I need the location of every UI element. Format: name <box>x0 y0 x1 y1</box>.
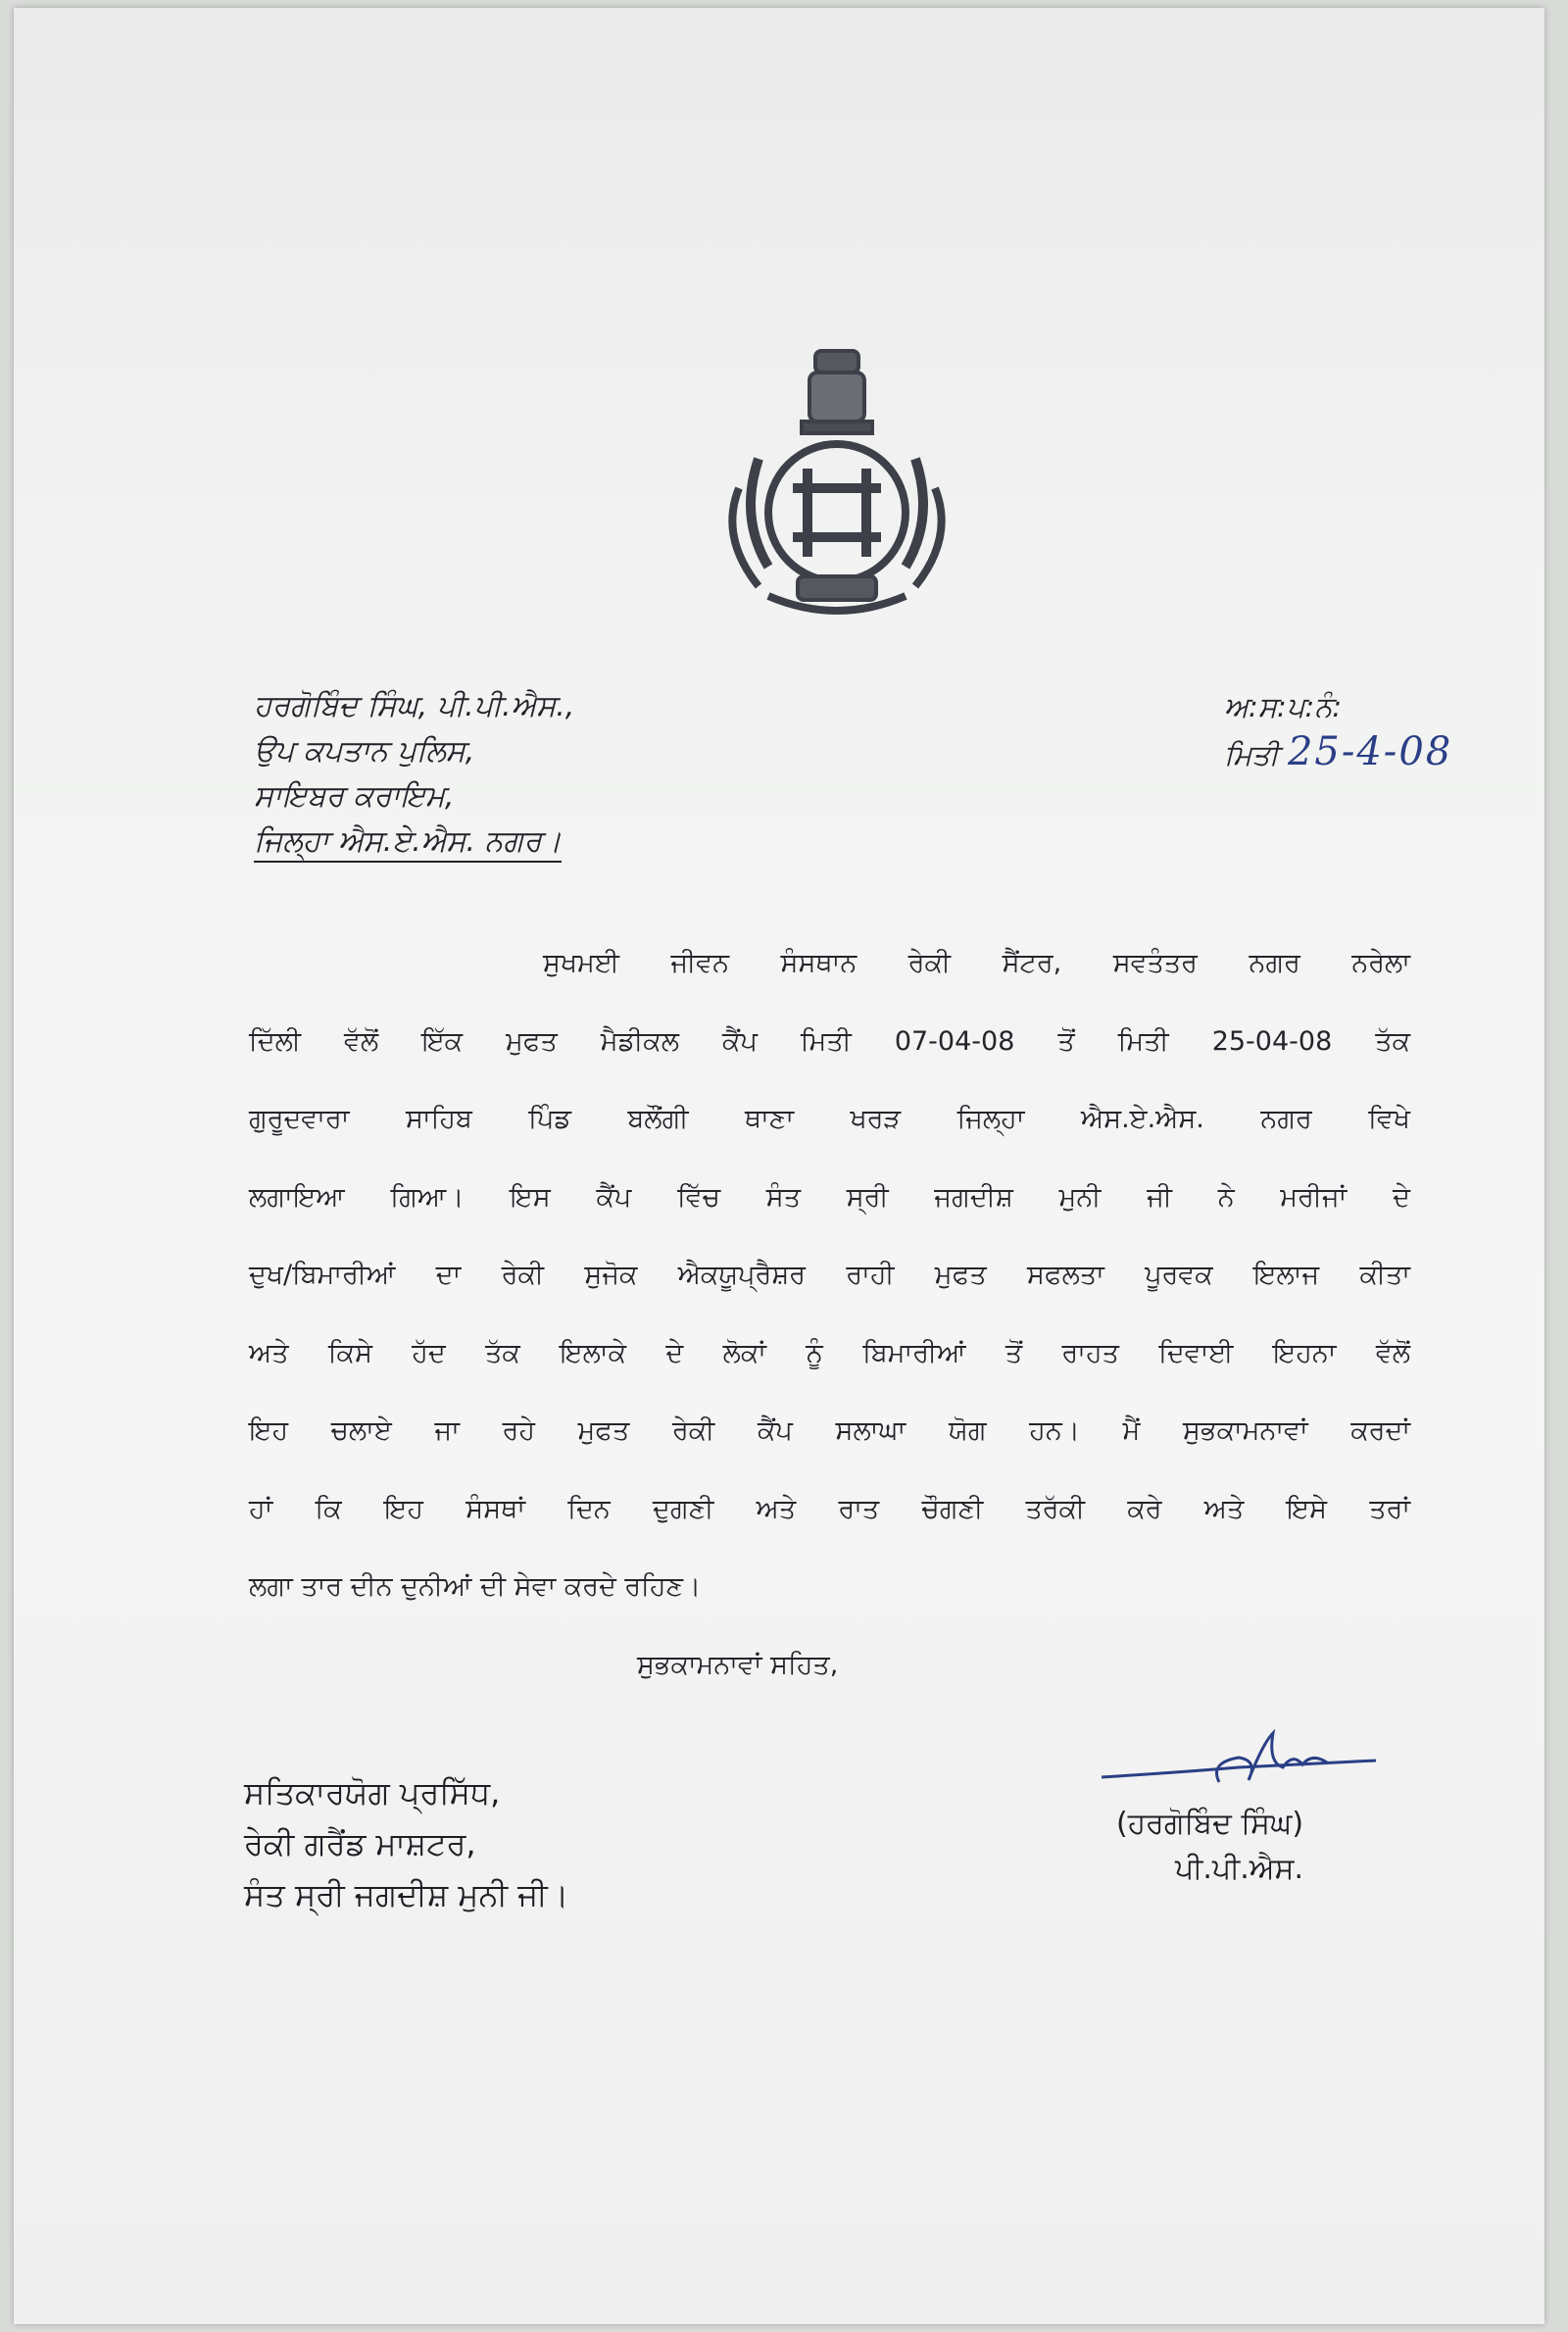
body-line: ਗੁਰੂਦਵਾਰਾ ਸਾਹਿਬ ਪਿੰਡ ਬਲੌਂਗੀ ਥਾਣਾ ਖਰੜ ਜਿਲ੍ਹਾ ਐਸ.ਏ.ਐਸ. ਨਗਰ ਵਿਖੇ <box>249 1104 1410 1134</box>
recipient-block <box>244 1767 568 1920</box>
handwritten-date: 25-4-08 <box>1287 729 1453 774</box>
body-line: ਇਹ ਚਲਾਏ ਜਾ ਰਹੇ ਮੁਫਤ ਰੇਕੀ ਕੈਂਪ ਸਲਾਘਾ ਯੋਗ ਹਨ। ਮੈਂ ਸੁਭਕਾਮਨਾਵਾਂ ਕਰਦਾਂ <box>249 1415 1410 1446</box>
body-line: ਦਿੱਲੀ ਵੱਲੋਂ ਇੱਕ ਮੁਫਤ ਮੈਡੀਕਲ ਕੈਂਪ ਮਿਤੀ 07-04-08 ਤੋਂ ਮਿਤੀ 25-04-08 ਤੱਕ <box>249 1025 1410 1057</box>
body-line: ਸੁਖਮਈ ਜੀਵਨ ਸੰਸਥਾਨ ਰੇਕੀ ਸੈਂਟਰ, ਸਵਤੰਤਰ ਨਗਰ ਨਰੇਲਾ <box>543 948 1410 978</box>
body-line: ਲਗਾ ਤਾਰ ਦੀਨ ਦੁਨੀਆਂ ਦੀ ਸੇਵਾ ਕਰਦੇ ਰਹਿਣ। <box>249 1571 702 1602</box>
signatory-rank: ਪੀ.ਪੀ.ਐਸ. <box>1175 1852 1304 1886</box>
body-line: ਅਤੇ ਕਿਸੇ ਹੱਦ ਤੱਕ ਇਲਾਕੇ ਦੇ ਲੋਕਾਂ ਨੂੰ ਬਿਮਾਰੀਆਂ ਤੋਂ ਰਾਹਤ ਦਿਵਾਈ ਇਹਨਾ ਵੱਲੋਂ <box>249 1337 1410 1368</box>
reference-block <box>1224 684 1452 777</box>
body-line: ਦੁਖ/ਬਿਮਾਰੀਆਂ ਦਾ ਰੇਕੀ ਸੁਜੋਕ ਐਕਯੂਪ੍ਰੈਸ਼ਰ ਰਾਹੀ ਮੁਫਤ ਸਫਲਤਾ ਪੂਰਵਕ ਇਲਾਜ ਕੀਤਾ <box>249 1260 1410 1290</box>
letter-body <box>249 939 1410 1641</box>
sender-name: ਹਰਗੋਬਿੰਦ ਸਿੰਘ, ਪੀ.ਪੀ.ਐਸ., <box>254 689 575 723</box>
signatory-block <box>1116 1802 1303 1892</box>
body-line: ਲਗਾਇਆ ਗਿਆ। ਇਸ ਕੈਂਪ ਵਿੱਚ ਸੰਤ ਸ੍ਰੀ ਜਗਦੀਸ਼ ਮੁਨੀ ਜੀ ਨੇ ਮਰੀਜਾਂ ਦੇ <box>249 1181 1410 1213</box>
handwritten-signature <box>1092 1723 1386 1802</box>
closing-line: ਸੁਭਕਾਮਨਾਵਾਂ ਸਹਿਤ, <box>637 1650 839 1680</box>
recipient-line-3: ਸੰਤ ਸ੍ਰੀ ਜਗਦੀਸ਼ ਮੁਨੀ ਜੀ। <box>244 1876 569 1913</box>
date-label: ਮਿਤੀ <box>1224 738 1279 771</box>
signatory-name: (ਹਰਗੋਬਿੰਦ ਸਿੰਘ) <box>1116 1807 1304 1841</box>
sender-block <box>254 684 574 865</box>
sender-district: ਜਿਲ੍ਹਾ ਐਸ.ਏ.ਐਸ. ਨਗਰ। <box>254 824 562 863</box>
reference-number-label: ਅ:ਸ:ਪ:ਨੰ: <box>1224 690 1343 723</box>
sender-department: ਸਾਇਬਰ ਕਰਾਇਮ, <box>254 779 455 814</box>
sender-designation: ਉਪ ਕਪਤਾਨ ਪੁਲਿਸ, <box>254 734 475 769</box>
body-line: ਹਾਂ ਕਿ ਇਹ ਸੰਸਥਾਂ ਦਿਨ ਦੁਗਣੀ ਅਤੇ ਰਾਤ ਚੌਗਣੀ ਤਰੱਕੀ ਕਰੇ ਅਤੇ ਇਸੇ ਤਰਾਂ <box>249 1493 1410 1524</box>
letter-page <box>14 8 1544 2324</box>
recipient-line-1: ਸਤਿਕਾਰਯੋਗ ਪ੍ਰਸਿੱਧ, <box>244 1774 501 1811</box>
police-emblem-icon <box>700 341 974 625</box>
recipient-line-2: ਰੇਕੀ ਗਰੈਂਡ ਮਾਸ਼ਟਰ, <box>244 1825 476 1862</box>
